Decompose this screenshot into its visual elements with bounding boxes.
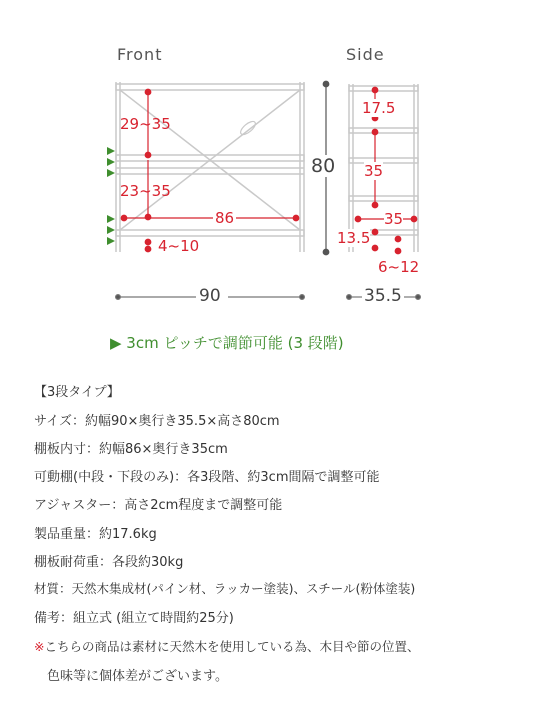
front-view-frame	[116, 82, 304, 252]
side-adjuster-label: 6~12	[378, 258, 420, 276]
front-red-dims	[121, 89, 299, 252]
spec-line: 製品重量：約17.6kg	[34, 527, 157, 542]
note-mark: ※	[34, 639, 45, 654]
front-top-gap-label: 29~35	[120, 115, 171, 133]
brace-fastener	[239, 119, 258, 137]
front-adjuster-label: 4~10	[158, 237, 200, 255]
total-depth-label: 35.5	[364, 286, 402, 306]
spec-line: 棚板内寸：約幅86×奥行き35cm	[34, 442, 228, 457]
total-width-label: 90	[199, 286, 221, 306]
side-mid-label: 35	[364, 162, 384, 180]
front-mid-gap-label: 23~35	[120, 182, 171, 200]
height-label: 80	[311, 155, 336, 177]
caution-note	[34, 637, 420, 655]
spec-line: 材質：天然木集成材(パイン材、ラッカー塗装)、スチール(粉体塗装)	[34, 581, 416, 596]
front-view-label: Front	[117, 45, 163, 64]
side-leg-label: 13.5	[337, 229, 371, 247]
side-view-label: Side	[346, 45, 385, 64]
adjust-markers	[107, 147, 115, 245]
spec-line: 棚板耐荷重：各段約30kg	[34, 555, 184, 570]
side-inner-depth-label: 35	[384, 210, 404, 228]
side-top-label: 17.5	[362, 99, 396, 117]
spec-line: アジャスター：高さ2cm程度まで調整可能	[34, 498, 283, 513]
spec-line: サイズ：約幅90×奥行き35.5×高さ80cm	[34, 414, 280, 429]
spec-line: 備考：組立式 (組立て時間約25分)	[34, 611, 234, 626]
note-line-2: 色味等に個体差がございます。	[47, 669, 228, 684]
note-line-1: こちらの商品は素材に天然木を使用している為、木目や節の位置、	[44, 639, 420, 654]
front-inner-width-label: 86	[215, 209, 235, 227]
spec-title: 【3段タイプ】	[34, 385, 120, 400]
pitch-note: ▶ 3cm ピッチで調節可能 (3 段階)	[110, 334, 344, 352]
spec-line: 可動棚(中段・下段のみ)：各3段階、約3cm間隔で調整可能	[34, 470, 380, 485]
